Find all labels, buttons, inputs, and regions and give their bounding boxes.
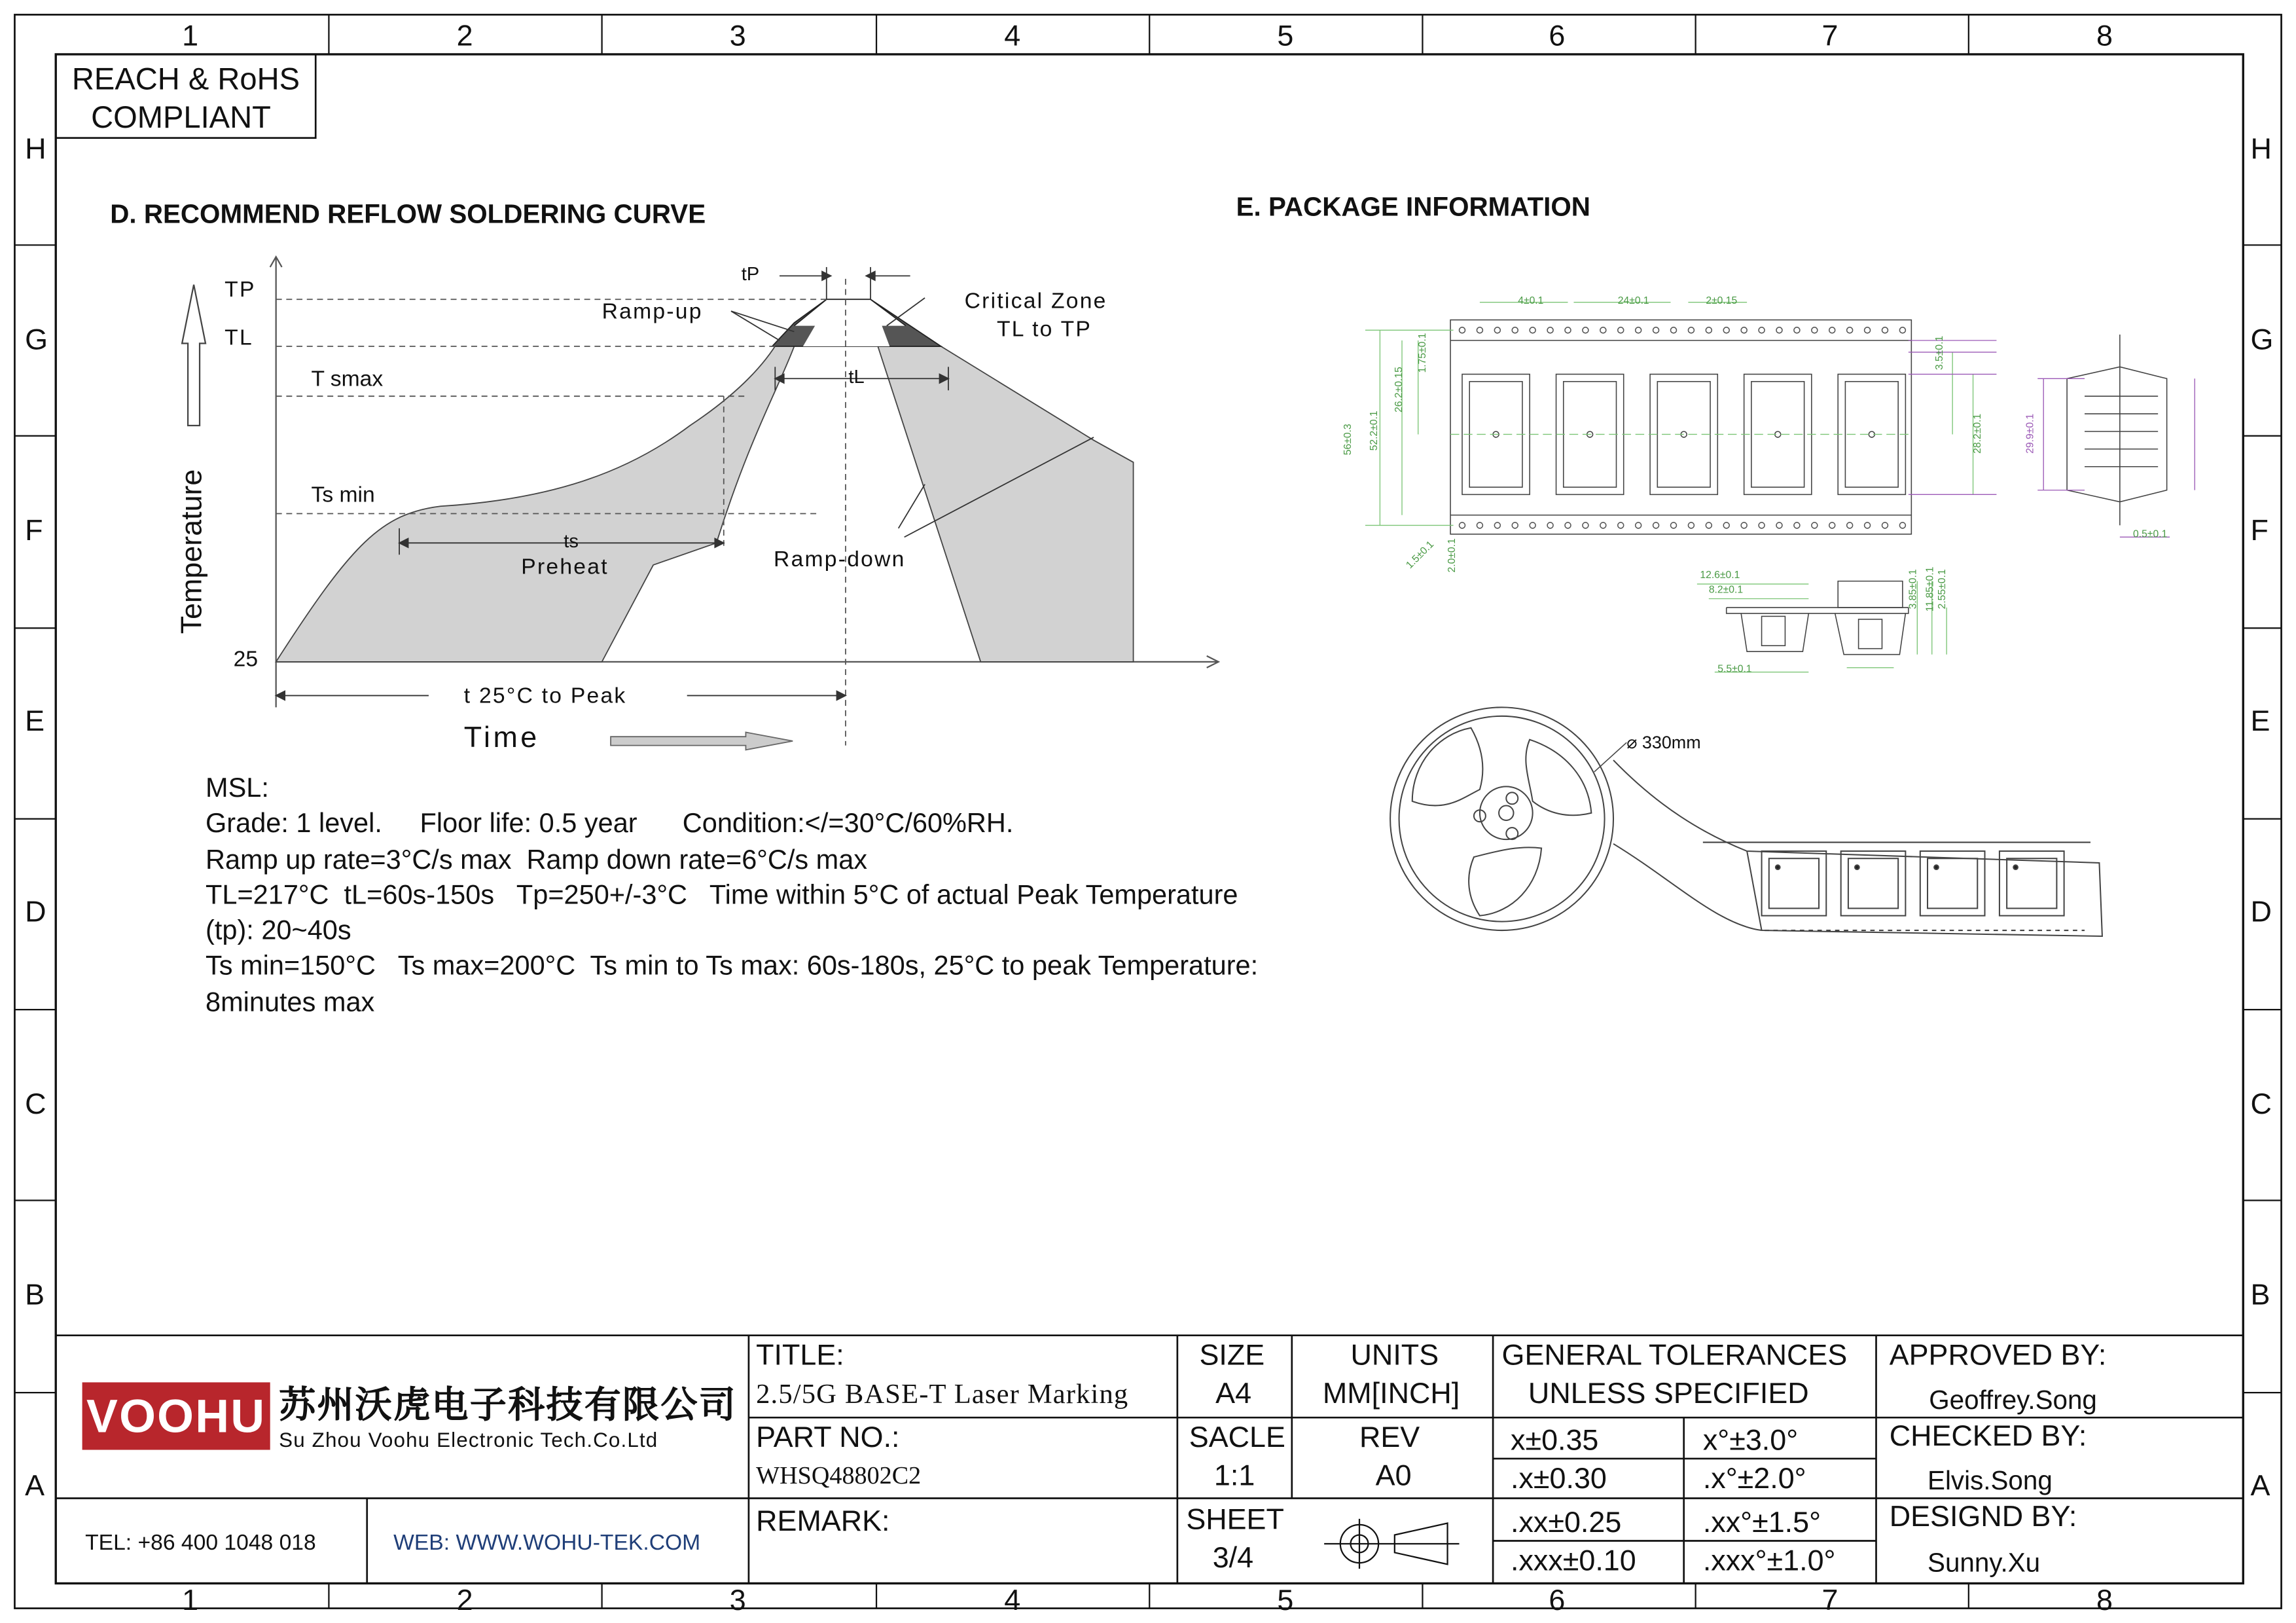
dimension-label: 56±0.3 (1343, 424, 1354, 456)
tp-label: TP (224, 277, 256, 302)
units-value: MM[INCH] (1322, 1377, 1460, 1410)
reel-diameter-value: 330mm (1641, 732, 1701, 753)
msl-line: TL=217°C tL=60s-150s Tp=250+/-3°C Time within 5°C of actual Peak Temperature (206, 879, 1238, 910)
tl-small-label: tL (848, 365, 865, 388)
tolerance-angular: .xxx°±1.0° (1702, 1545, 1836, 1578)
dimension-label: 0.5±0.1 (2133, 530, 2168, 540)
website-link[interactable]: WEB: WWW.WOHU-TEK.COM (393, 1530, 701, 1556)
column-label: 6 (1549, 20, 1566, 53)
tolerances-label: GENERAL TOLERANCES (1501, 1340, 1848, 1372)
ts-small-label: ts (564, 530, 579, 552)
row-label: D (25, 896, 46, 929)
column-label: 6 (1549, 1584, 1566, 1618)
tape-top-view (1365, 302, 1996, 534)
t25-label: 25 (233, 647, 259, 672)
tolerance-angular: .x°±2.0° (1702, 1463, 1806, 1495)
part-number-label: PART NO.: (756, 1421, 900, 1455)
column-label: 3 (729, 1584, 746, 1618)
row-label: G (2250, 324, 2274, 357)
row-label: A (2250, 1470, 2270, 1503)
approved-by-label: APPROVED BY: (1889, 1340, 2107, 1372)
tolerance-angular: x°±3.0° (1702, 1425, 1799, 1457)
msl-line: MSL: (206, 771, 269, 803)
reel-diameter-label: ⌀ 330mm (1626, 732, 1701, 753)
dimension-label: 12.6±0.1 (1700, 570, 1740, 581)
compliance-line1: REACH & RoHS (71, 63, 300, 97)
dimension-label: 4±0.1 (1518, 296, 1544, 307)
sprocket-holes (1460, 327, 1906, 528)
column-label: 2 (456, 20, 473, 53)
column-label: 5 (1277, 1584, 1294, 1618)
approved-by-value: Geoffrey.Song (1929, 1385, 2097, 1415)
telephone: TEL: +86 400 1048 018 (85, 1530, 316, 1556)
row-label: G (25, 324, 48, 357)
tl-label: TL (224, 325, 253, 351)
sheet-value: 3/4 (1212, 1542, 1254, 1575)
ramp-down-label: Ramp-down (774, 547, 906, 573)
title-label: TITLE: (756, 1340, 844, 1372)
remark-label: REMARK: (756, 1505, 890, 1538)
msl-line: Ts min=150°C Ts max=200°C Ts min to Ts max: 60s-180s, 25°C to peak Temperature: (206, 950, 1259, 981)
projection-symbol-icon (1324, 1519, 1459, 1569)
designed-by-value: Sunny.Xu (1928, 1548, 2041, 1578)
title-value: 2.5/5G BASE-T Laser Marking (756, 1379, 1129, 1410)
units-label: UNITS (1350, 1340, 1439, 1372)
ramp-up-label: Ramp-up (601, 299, 703, 325)
tsmax-label: T smax (311, 367, 384, 392)
column-label: 7 (1821, 1584, 1839, 1618)
title-block-grid (56, 1336, 2243, 1584)
compliance-line2: COMPLIANT (91, 101, 271, 136)
column-label: 1 (182, 20, 199, 53)
dimension-label: 1.75±0.1 (1418, 333, 1429, 373)
column-label: 5 (1277, 20, 1294, 53)
designed-by-label: DESIGND BY: (1889, 1501, 2077, 1534)
dimension-label: 11.85±0.1 (1926, 566, 1937, 612)
row-label: D (2250, 896, 2272, 929)
dimension-label: 28.2±0.1 (1973, 413, 1984, 454)
column-label: 2 (456, 1584, 473, 1618)
tolerance-angular: .xx°±1.5° (1702, 1506, 1821, 1540)
column-label: 7 (1821, 20, 1839, 53)
rev-value: A0 (1375, 1460, 1412, 1493)
checked-by-label: CHECKED BY: (1889, 1420, 2087, 1453)
dimension-label: 2.55±0.1 (1937, 569, 1948, 610)
dimension-label: 5.5±0.1 (1717, 665, 1752, 676)
row-label: C (2250, 1089, 2272, 1122)
column-label: 4 (1004, 1584, 1021, 1618)
column-label: 8 (2096, 1584, 2113, 1618)
temperature-arrow-icon (182, 285, 206, 426)
dimension-label: 2.0±0.1 (1447, 538, 1458, 573)
column-label: 8 (2096, 20, 2113, 53)
column-label: 1 (182, 1584, 199, 1618)
scale-label: SACLE (1189, 1421, 1285, 1455)
msl-notes (206, 771, 1336, 1020)
row-label: B (2250, 1279, 2270, 1312)
rev-label: REV (1359, 1421, 1420, 1455)
tolerance-linear: .x±0.30 (1511, 1463, 1607, 1495)
part-number-value: WHSQ48802C2 (756, 1461, 922, 1490)
company-logo: VOOHU (82, 1382, 270, 1450)
msl-line: Ramp up rate=3°C/s max Ramp down rate=6°C/s max (206, 843, 868, 874)
company-name-cn: 苏州沃虎电子科技有限公司 (279, 1383, 738, 1427)
row-label: F (2250, 515, 2269, 548)
msl-line: Grade: 1 level. Floor life: 0.5 year Condition:</=30°C/60%RH. (206, 807, 1014, 839)
company-name-en: Su Zhou Voohu Electronic Tech.Co.Ltd (279, 1427, 658, 1451)
dimension-label: 3.5±0.1 (1935, 335, 1946, 371)
section-d-title: D. RECOMMEND REFLOW SOLDERING CURVE (110, 199, 706, 229)
msl-line: (tp): 20~40s (206, 914, 351, 945)
msl-line: 8minutes max (206, 985, 375, 1017)
tsmin-label: Ts min (311, 483, 375, 508)
row-label: B (25, 1279, 45, 1312)
tolerance-linear: .xxx±0.10 (1511, 1545, 1636, 1578)
row-label: E (25, 706, 45, 739)
checked-by-value: Elvis.Song (1928, 1466, 2053, 1495)
sheet-label: SHEET (1186, 1504, 1284, 1537)
row-label: C (25, 1089, 46, 1122)
dimension-label: 52.2±0.1 (1369, 410, 1380, 451)
column-label: 4 (1004, 20, 1021, 53)
tolerances-sublabel: UNLESS SPECIFIED (1528, 1377, 1809, 1410)
tolerance-linear: .xx±0.25 (1511, 1506, 1622, 1540)
dimension-label: 24±0.1 (1617, 296, 1649, 307)
critical-zone-label: Critical Zone (964, 289, 1107, 314)
time-arrow-icon (611, 732, 793, 750)
row-label: H (25, 133, 46, 166)
tape-side-view (1697, 335, 2195, 672)
row-label: A (25, 1470, 45, 1503)
size-value: A4 (1215, 1377, 1252, 1410)
row-label: E (2250, 706, 2270, 739)
reel (1390, 707, 2102, 936)
ramp-down-zone (878, 346, 1133, 662)
dimension-label: 2±0.15 (1706, 296, 1738, 307)
dimension-label: 29.9±0.1 (2026, 413, 2037, 454)
t25-to-peak-label: t 25°C to Peak (463, 684, 627, 709)
scale-value: 1:1 (1213, 1460, 1255, 1493)
preheat-label: Preheat (521, 555, 609, 580)
y-axis-label: Temperature (176, 469, 209, 634)
section-e-title: E. PACKAGE INFORMATION (1236, 192, 1590, 222)
x-axis-label: Time (463, 721, 540, 755)
tolerance-linear: x±0.35 (1511, 1425, 1599, 1457)
dimension-label: 3.85±0.1 (1909, 569, 1919, 610)
row-label: F (25, 515, 43, 548)
critical-zone-range-label: TL to TP (996, 317, 1092, 342)
dimension-label: 26.2±0.15 (1394, 367, 1405, 412)
dimension-label: 8.2±0.1 (1708, 585, 1744, 596)
column-label: 3 (729, 20, 746, 53)
size-label: SIZE (1199, 1340, 1265, 1372)
tp-small-label: tP (741, 263, 760, 285)
dimension-label: 1.5±0.1 (1405, 539, 1437, 572)
row-label: H (2250, 133, 2272, 166)
